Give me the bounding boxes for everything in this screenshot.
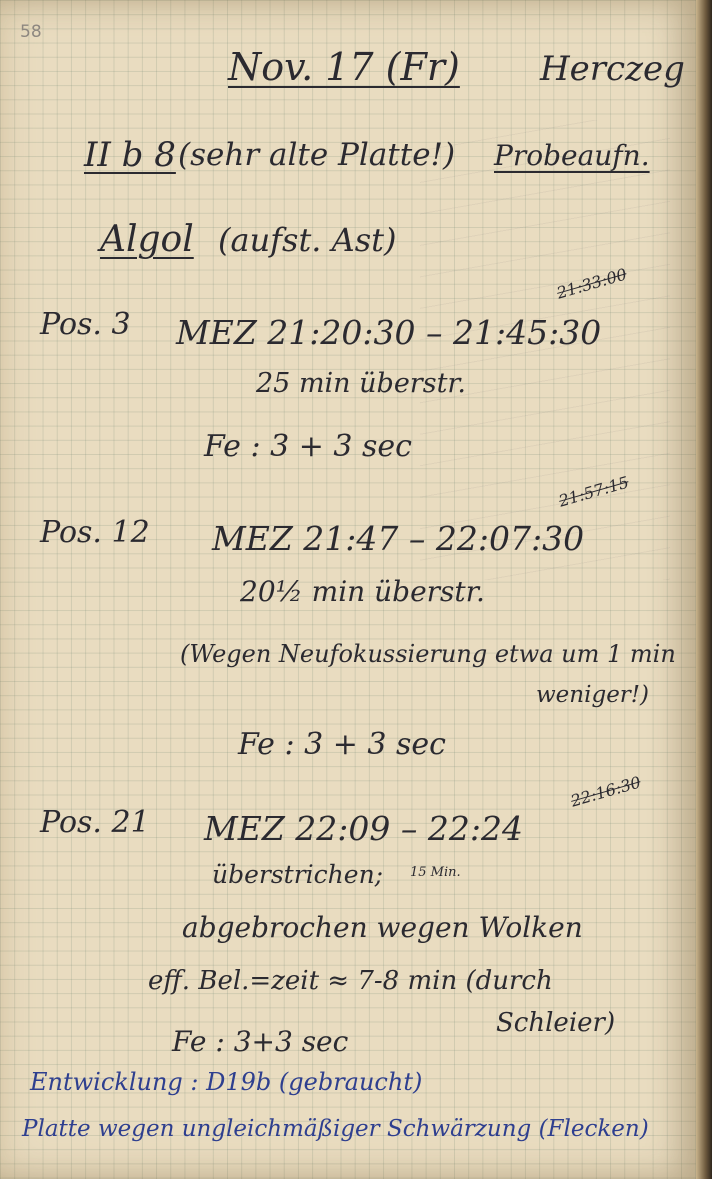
position-label: Pos. 21 [40, 805, 150, 840]
time-correction: 21:57:15 [556, 472, 631, 511]
focus-note-line2: weniger!) [536, 682, 650, 708]
observer-name: Herczeg [540, 49, 685, 89]
time-correction: 21:33:00 [554, 264, 629, 303]
object-name: Algol [100, 219, 194, 260]
position-label: Pos. 12 [40, 515, 150, 550]
exposure-time: MEZ 21:20:30 – 21:45:30 [176, 313, 602, 352]
exposure-duration: 20½ min überstr. [240, 575, 485, 608]
effective-exposure-line1: eff. Bel.=zeit ≈ 7-8 min (durch [148, 966, 553, 996]
plate-id: II b 8 [84, 135, 176, 175]
time-correction: 22:16:30 [568, 772, 643, 811]
plate-note: (sehr alte Platte!) [178, 137, 456, 173]
plate-remark: Platte wegen ungleichmäßiger Schwärzung (Flecken) [22, 1116, 649, 1142]
fe-exposure: Fe : 3+3 sec [172, 1025, 349, 1058]
position-label: Pos. 3 [40, 307, 131, 342]
exposure-minutes-note: 15 Min. [410, 865, 461, 880]
development-note: Entwicklung : D19b (gebraucht) [30, 1068, 423, 1096]
fe-exposure: Fe : 3 + 3 sec [204, 429, 412, 464]
exposure-duration: 25 min überstr. [256, 368, 466, 399]
fe-exposure: Fe : 3 + 3 sec [238, 727, 446, 762]
exposure-time: MEZ 21:47 – 22:07:30 [212, 519, 585, 558]
exposure-duration: überstrichen; [212, 860, 384, 889]
entry-date: Nov. 17 (Fr) [228, 45, 460, 89]
notebook-binding-edge [696, 0, 712, 1179]
abort-note: abgebrochen wegen Wolken [182, 911, 583, 944]
focus-note-line1: (Wegen Neufokussierung etwa um 1 min [180, 640, 676, 668]
effective-exposure-line2: Schleier) [496, 1008, 616, 1038]
plate-purpose: Probeaufn. [494, 139, 650, 172]
exposure-time: MEZ 22:09 – 22:24 [204, 809, 523, 848]
page-number: 58 [20, 22, 42, 42]
object-note: (aufst. Ast) [218, 221, 397, 259]
